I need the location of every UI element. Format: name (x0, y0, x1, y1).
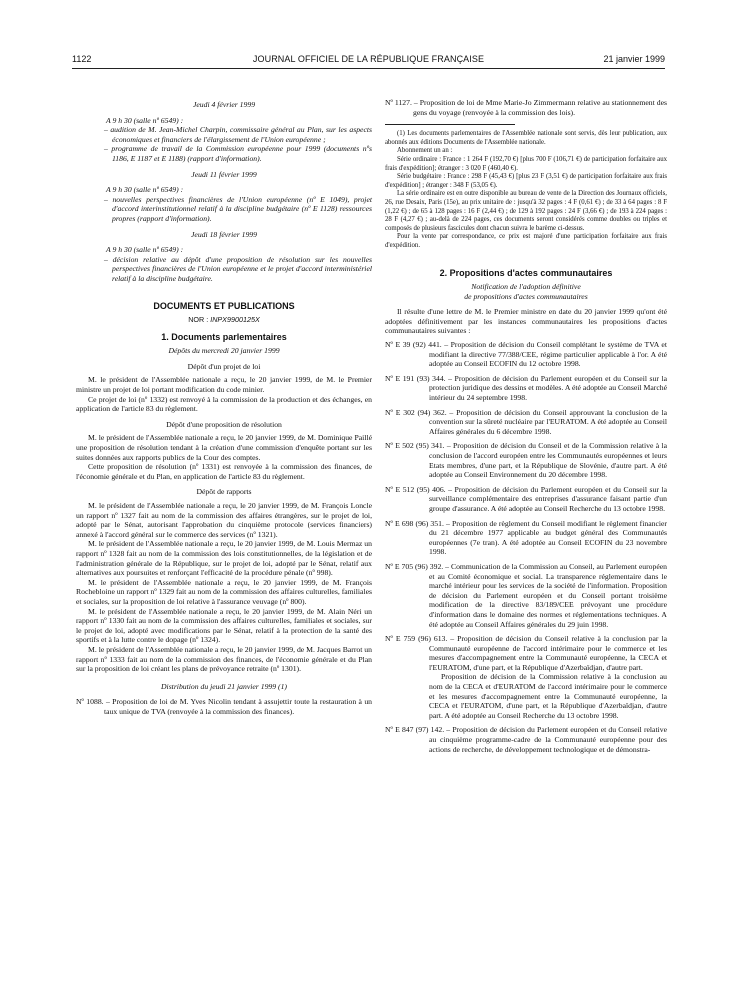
act-text: – Proposition de décision du Parlement européen et du Conseil sur la protection juridique des dessins et modèles. A été adoptée au Conseil Marché intérieur du 24 septembre 1998. (429, 373, 667, 403)
agenda-block-3 (76, 230, 372, 284)
agenda-item: – nouvelles perspectives financières de l'Union européenne (nº E 1049), projet d'accord interinstitutionnel relatif à la discipline budgétaire (nº E 1128) ressources propres (rapport d'information). (104, 194, 372, 223)
documents-publications-title: DOCUMENTS ET PUBLICATIONS (153, 300, 295, 311)
right-column (385, 98, 667, 759)
act-label: Nº E 847 (97) 142. (385, 725, 445, 735)
act-entry (385, 518, 667, 557)
depots-date: Dépôts du mercredi 20 janvier 1999 (168, 346, 280, 356)
agenda-block-2 (76, 170, 372, 224)
paragraph: M. le président de l'Assemblée nationale a reçu, le 20 janvier 1999, de M. Alain Néri un rapport nº 1330 fait au nom de la commission des affaires culturelles, familiales et sociales, sur le projet de loi, adopté avec modifications par le Sénat, relatif à la protection de la santé des sportifs et à la lutte contre le dopage (nº 1324). (76, 606, 372, 645)
agenda-time: A 9 h 30 (salle nº 6549) : (106, 245, 184, 255)
notification-title: Notification de l'adoption définitive (471, 282, 581, 292)
footnote-serie-ordinaire: Série ordinaire : France : 1 264 F (192,70 €) [plus 700 F (106,71 €) de participation forfaitaire aux frais d'expédition]; étranger : 3 020 F (460,40 €). (385, 155, 667, 172)
act-label: Nº E 705 (96) 392. (385, 561, 444, 571)
item-text: – Proposition de loi de M. Yves Nicolin tendant à assujettir toute la restauration à un taux unique de TVA (renvoyée à la commission des finances). (103, 697, 373, 716)
paragraph: M. le président de l'Assemblée nationale a reçu, le 20 janvier 1999, de M. le Premier ministre un projet de loi portant modification du code minier. (76, 375, 372, 395)
paragraph: M. le président de l'Assemblée nationale a reçu, le 20 janvier 1999, de M. Jacques Barrot un rapport nº 1333 fait au nom de la commission des finances, de l'économie générale et du Plan sur la proposition de loi créant les plans de prévoyance retraite (nº 1301). (76, 644, 372, 674)
act-text: – Proposition de décision du Parlement européen et du Conseil sur la surveillance complémentaire des entreprises d'assurance faisant partie d'un groupe d'assurance. A été adoptée au Conseil Recherche du 13 octobre 1998. (429, 484, 667, 513)
distribution-item (76, 697, 373, 716)
agenda-date: Jeudi 18 février 1999 (191, 229, 257, 239)
journal-title: JOURNAL OFFICIEL DE LA RÉPUBLIQUE FRANÇAISE (252, 54, 485, 64)
distribution-title: Distribution du jeudi 21 janvier 1999 (1) (161, 681, 287, 691)
footnote-serie-budgetaire: Série budgétaire : France : 298 F (45,43 €) [plus 23 F (3,51 €) de participation forfaitaire aux frais d'expédition] ; étranger : 348 F (53,05 €). (385, 173, 667, 189)
paragraph: M. le président de l'Assemblée nationale a reçu, le 20 janvier 1999, de M. François Loncle un rapport nº 1327 fait au nom de la commission des affaires étrangères, sur le projet de loi, adopté par le Sénat, autorisant l'approbation du cinquième protocole (services financiers) annexé à l'accord général sur le commerce des services (nº 1321). (76, 501, 372, 539)
paragraph: M. le président de l'Assemblée nationale a reçu, le 20 janvier 1999, de M. François Rochebloine un rapport nº 1329 fait au nom de la commission des affaires culturelles, familiales et sociales, sur la proposition de loi relative à l'assurance veuvage (nº 800). (76, 577, 372, 606)
subsection-title: Dépôt d'un projet de loi (187, 361, 261, 371)
footnote-rule (385, 124, 515, 125)
act-label: Nº E 191 (93) 344. (385, 373, 446, 383)
item-label: Nº 1127. (385, 98, 412, 107)
act-text: – Proposition de décision du Conseil complétant le système de TVA et modifiant la directive 77/388/CEE, régime particulier applicable à l'or. A été adoptée au Conseil ECOFIN du 12 octobre 1998. (429, 340, 667, 369)
distribution-item (385, 98, 667, 117)
act-entry (385, 441, 667, 480)
act-label: Nº E 502 (95) 341. (385, 441, 445, 451)
issue-date: 21 janvier 1999 (603, 54, 665, 64)
act-label: Nº E 302 (94) 362. (385, 407, 447, 417)
paragraph: Cette proposition de résolution (nº 1331) est renvoyée à la commission des finances, de l'économie générale et du Plan, en application de l'article 83 du règlement. (76, 462, 372, 481)
page-number: 1122 (72, 54, 92, 64)
footnote-correspondance: Pour la vente par correspondance, ce prix est majoré d'une participation forfaitaire aux frais d'expédition. (385, 233, 667, 249)
act-entry (385, 340, 667, 369)
paragraph: Ce projet de loi (nº 1332) est renvoyé à la commission de la production et des échanges, en application de l'article 83 du règlement. (76, 394, 372, 414)
item-text: – Proposition de loi de Mme Marie-Jo Zimmermann relative au stationnement des gens du voyage (renvoyée à la commission des lois). (411, 98, 667, 117)
subsection-title: Dépôt d'une proposition de résolution (166, 419, 282, 429)
intro-paragraph: Il résulte d'une lettre de M. le Premier ministre en date du 20 janvier 1999 qu'ont été adoptées définitivement par les instances communautaires les propositions d'actes communautaires suivantes : (385, 307, 667, 336)
act-text: – Proposition de règlement du Conseil modifiant le règlement financier du 21 décembre 1977 applicable au budget général des Communautés européennes (7e tran). A été adoptée au Conseil ECOFIN du 23 novembre 1998. (429, 518, 667, 557)
agenda-date: Jeudi 11 février 1999 (191, 169, 257, 179)
notification-subtitle: de propositions d'actes communautaires (464, 291, 588, 301)
act-text: – Proposition de décision du Parlement européen et du Conseil relative au cinquième programme-cadre de la Communauté européenne pour des actions de recherche, de développement technologique et de démonstra- (429, 725, 667, 754)
acts-list (385, 340, 667, 754)
subsection-title: Dépôt de rapports (196, 487, 252, 497)
paragraph: M. le président de l'Assemblée nationale a reçu, le 20 janvier 1999, de M. Dominique Paillé une proposition de résolution tendant à la création d'une commission d'enquête portant sur les suites données aux rapports publics de la Cour des comptes. (76, 433, 372, 462)
agenda-time: A 9 h 30 (salle nº 6549) : (106, 115, 184, 125)
agenda-date: Jeudi 4 février 1999 (192, 100, 256, 109)
section-title: 2. Propositions d'actes communautaires (439, 267, 613, 278)
agenda-item: – programme de travail de la Commission européenne pour 1999 (documents nºs 1186, E 1187 et E 1188) (rapport d'information). (104, 144, 372, 163)
paragraph: M. le président de l'Assemblée nationale a reçu, le 20 janvier 1999, de M. Louis Mermaz un rapport nº 1328 fait au nom de la commission des lois constitutionnelles, de la législation et de l'administration générale de la République, sur le projet de loi, adopté par le Sénat, relatif aux alternatives aux poursuites et renforçant l'efficacité de la procédure pénale (nº 998). (76, 539, 372, 578)
act-label: Nº E 759 (96) 613. (385, 634, 448, 644)
agenda-item: – décision relative au dépôt d'une proposition de résolution sur les nouvelles perspectives financières de l'Union européenne et le projet d'accord interministériel relatif à la discipline budgétaire. (104, 254, 372, 283)
agenda-item: – audition de M. Jean-Michel Charpin, commissaire général au Plan, sur les aspects économiques et financiers de l'élargissement de l'Union européenne ; (104, 125, 372, 144)
act-text: – Proposition de décision du Conseil relative à la conclusion par la Communauté européenne de l'accord intérimaire pour le commerce et les mesures d'accompagnement entre la Communauté européenne, la CECA et l'EURATOM, d'une part, et la République d'Azerbaïdjan, d'autre part. (429, 634, 667, 672)
footnote (385, 130, 667, 250)
item-label: Nº 1088. (76, 697, 104, 707)
act-label: Nº E 698 (96) 351. (385, 518, 444, 528)
act-text: – Proposition de décision du Conseil approuvant la conclusion de la convention sur la sûreté nucléaire par l'EURATOM. A été adoptée au Conseil Affaires générales du 6 décembre 1998. (429, 407, 667, 436)
act-entry (385, 407, 667, 437)
agenda-block-1 (76, 100, 372, 164)
act-label: Nº E 39 (92) 441. (385, 340, 442, 350)
section-title: 1. Documents parlementaires (161, 331, 287, 342)
left-column (76, 98, 372, 716)
act-entry (385, 634, 667, 672)
act-label: Nº E 512 (95) 406. (385, 484, 446, 494)
footnote-intro: (1) Les documents parlementaires de l'Assemblée nationale sont servis, dès leur publication, aux abonnés aux éditions Documents de l'Assemblée nationale. (385, 130, 667, 146)
act-extra: Proposition de décision de la Commission relative à la conclusion au nom de la CECA et d'EURATOM de l'accord intérimaire pour le commerce et les mesures d'accompagnement entre la Communauté européenne, la CECA et l'EURATOM, d'une part, et la République d'Azerbaïdjan, d'autre part. A été adoptée au Conseil Recherche du 13 octobre 1998. (429, 672, 667, 720)
nor-value: INPX9900125X (210, 315, 260, 325)
nor-label: NOR : (188, 315, 211, 325)
footnote-vente: La série ordinaire est en outre disponible au bureau de vente de la Direction des Journaux officiels, 26, rue Desaix, Paris (15e), au prix unitaire de : jusqu'à 32 pages : 4 F (0,61 €) ; de 33 à 64 pages : 8 F (1,22 €) ; de 65 à 128 pages : 16 F (2,44 €) ; de 129 à 192 pages : 24 F (3,66 €) ; de 193 à 224 pages : 28 F (4,27 €) ; au-delà de 224 pages, ces documents seront considérés comme doubles ou triples et composés de plusieurs fascicules dont chacun suivra le barème ci-dessus. (385, 190, 667, 232)
act-entry (385, 484, 667, 514)
agenda-time: A 9 h 30 (salle nº 6549) : (106, 185, 184, 195)
page-header (72, 54, 665, 69)
nor-reference (76, 315, 372, 325)
act-text: – Proposition de décision du Conseil et de la Commission relative à la conclusion de l'accord européen entre les Communautés européennes et leurs Etats membres, d'une part, et la République de Slovénie, d'autre part. A été adoptée au Conseil Environnement du 20 décembre 1998. (429, 441, 667, 480)
act-entry (385, 561, 667, 629)
act-entry (385, 725, 667, 754)
act-text: – Communication de la Commission au Conseil, au Parlement européen et au Comité économique et social. La transparence réglementaire dans le marché intérieur pour les services de la société de l'information. Proposition de décision du Parlement européen et du Conseil portant troisième modification de la directive 83/189/CEE prévoyant une procédure d'information dans le domaine des normes et réglementations techniques. A été adoptée au Conseil Affaires générales du 29 juin 1998. (429, 561, 667, 629)
act-entry (385, 373, 667, 403)
footnote-abonnement: Abonnement un an : (397, 147, 453, 155)
